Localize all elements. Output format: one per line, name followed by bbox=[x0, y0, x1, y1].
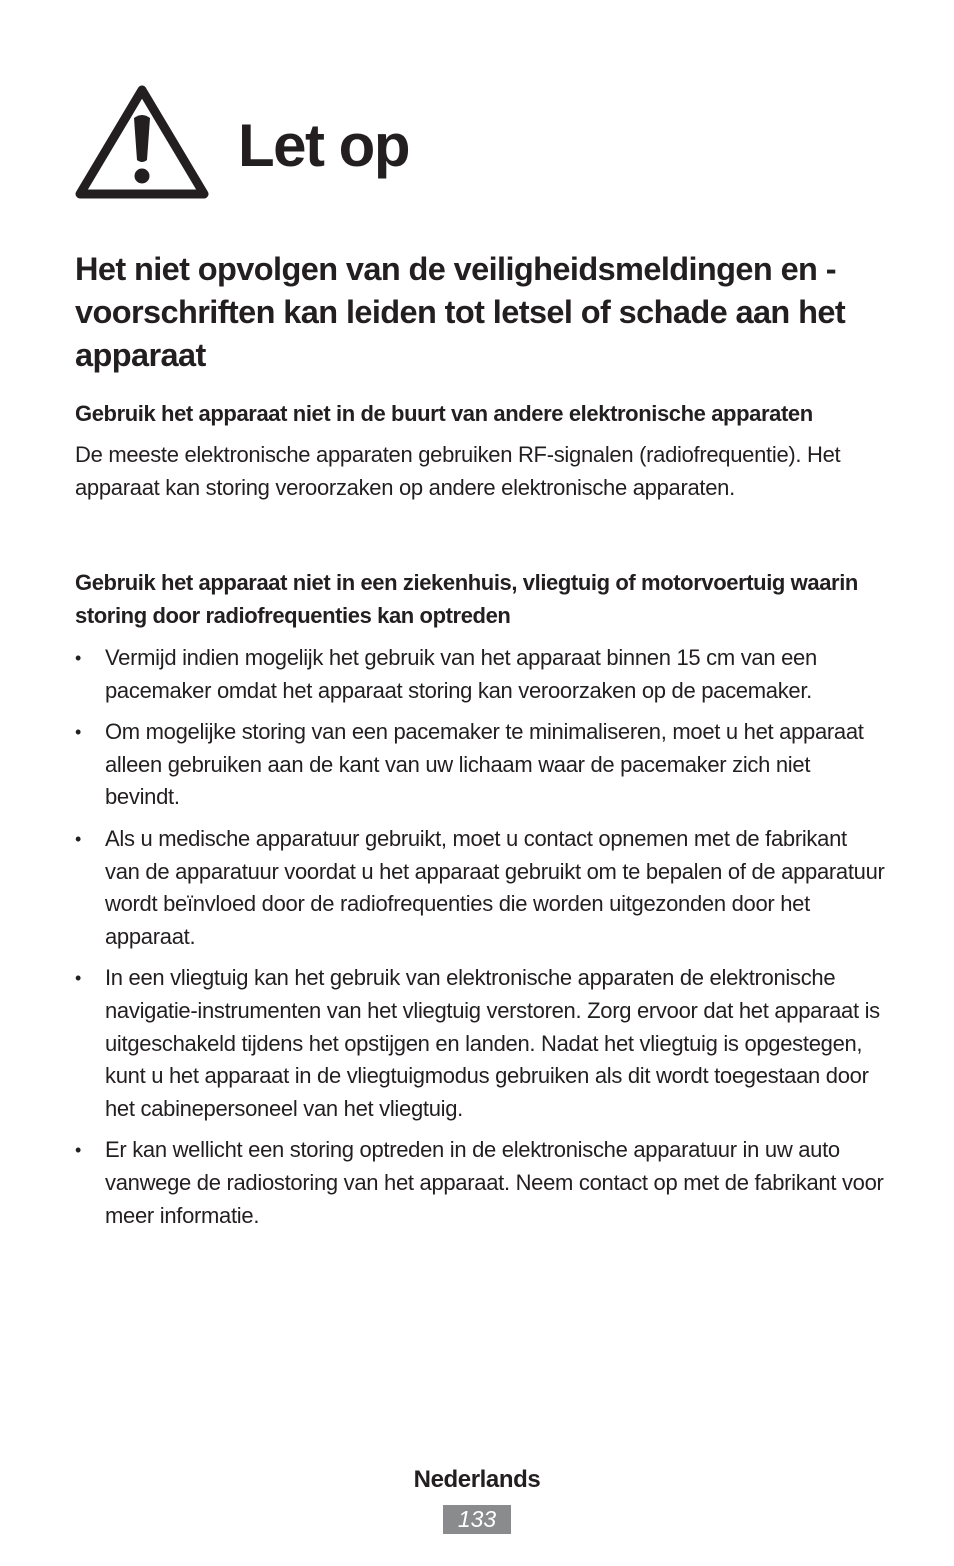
list-item-text: Om mogelijke storing van een pacemaker te minimaliseren, moet u het apparaat alleen gebruiken aan de kant van uw lichaam waar de pacemaker zich niet bevindt. bbox=[105, 719, 864, 810]
list-item bbox=[75, 1134, 885, 1232]
page-number: 133 bbox=[443, 1505, 511, 1534]
section-heading: Gebruik het apparaat niet in de buurt van andere elektronische apparaten bbox=[75, 401, 813, 426]
list-item-text: Vermijd indien mogelijk het gebruik van het apparaat binnen 15 cm van een pacemaker omdat het apparaat storing kan veroorzaken op de pacemaker. bbox=[105, 645, 817, 703]
list-item-text: Er kan wellicht een storing optreden in de elektronische apparatuur in uw auto vanwege de radiostoring van het apparaat. Neem contact op met de fabrikant voor meer informatie. bbox=[105, 1137, 884, 1228]
intro-heading: Het niet opvolgen van de veiligheidsmeldingen en -voorschriften kan leiden tot letsel of schade aan het apparaat bbox=[75, 251, 846, 373]
list-item-text: In een vliegtuig kan het gebruik van elektronische apparaten de elektronische navigatie-instrumenten van het vliegtuig verstoren. Zorg ervoor dat het apparaat is uitgeschakeld tijdens het opstijgen en landen. Nadat het vliegtuig is opgestegen, kunt u het apparaat in de vliegtuigmodus gebruiken als dit wordt toegestaan door het cabinepersoneel van het vliegtuig. bbox=[105, 965, 880, 1121]
bullet-icon: • bbox=[75, 648, 82, 668]
footer-language: Nederlands bbox=[413, 1466, 541, 1493]
list-item bbox=[75, 823, 885, 953]
section-electronic-devices bbox=[75, 397, 885, 504]
section-body: De meeste elektronische apparaten gebruiken RF-signalen (radiofrequentie). Het apparaat kan storing veroorzaken op andere elektronische apparaten. bbox=[75, 442, 841, 500]
page-header bbox=[74, 82, 210, 202]
list-item bbox=[75, 716, 885, 814]
page-title: Let op bbox=[238, 112, 409, 179]
list-item bbox=[75, 962, 885, 1125]
warning-triangle-icon bbox=[74, 82, 210, 202]
section-heading: Gebruik het apparaat niet in een ziekenhuis, vliegtuig of motorvoertuig waarin storing door radiofrequenties kan optreden bbox=[75, 570, 858, 628]
bullet-icon: • bbox=[75, 722, 82, 743]
list-item-text: Als u medische apparatuur gebruikt, moet u contact opnemen met de fabrikant van de apparatuur voordat u het apparaat gebruikt om te bepalen of de apparatuur wordt beïnvloed door de radiofrequenties die worden uitgezonden door het apparaat. bbox=[105, 825, 885, 949]
bullet-icon: • bbox=[75, 968, 82, 989]
bullet-icon: • bbox=[75, 1140, 82, 1161]
bullet-list bbox=[75, 642, 885, 1232]
list-item bbox=[75, 642, 885, 707]
section-hospital-aircraft-vehicle bbox=[75, 566, 885, 1241]
bullet-icon: • bbox=[75, 828, 82, 849]
